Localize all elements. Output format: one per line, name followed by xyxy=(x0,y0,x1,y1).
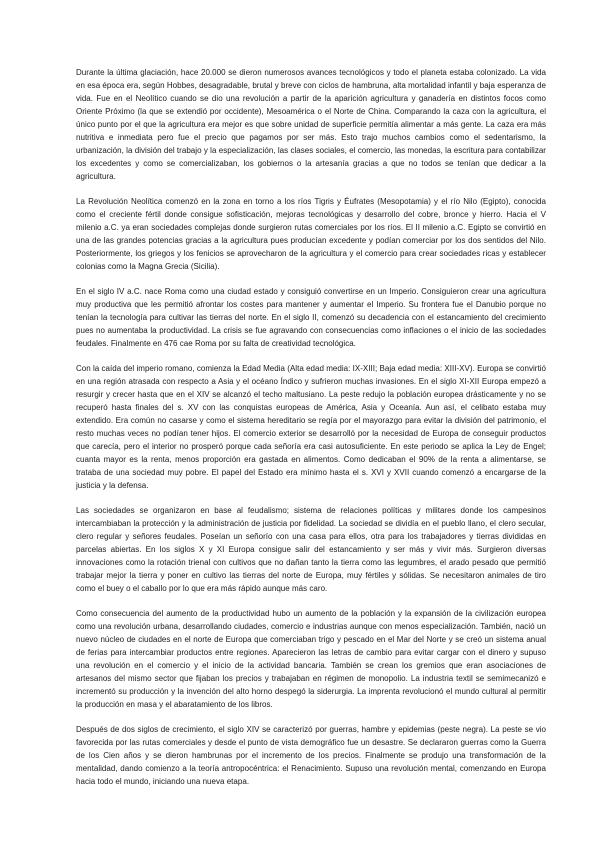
paragraph-fourteenth-century: Después de dos siglos de crecimiento, el siglo XIV se caracterizó por guerras, hambre y epidemias (peste negra). La peste se vio favorecida por las rutas comerciales y desde el punto de vista demográfico fue un desastre. Se declararon guerras como la Guerra de los Cien años y se dieron hambrunas por el incremento de los precios. Finalmente se produjo una transformación de la mentalidad, dando comienzo a la teoría antropocéntrica: el Renacimiento. Supuso una revolución mental, comenzando en Europa hacia todo el mundo, iniciando una nueva etapa. xyxy=(76,725,546,786)
paragraph-rome: En el siglo IV a.C. nace Roma como una ciudad estado y consiguió convertirse en un Imperio. Consiguieron crear una agricultura muy productiva que les permitió afrontar los costes para mantener y aumentar el Imperio. Su frontera fue el Danubio porque no tenían la tecnología para cultivar las tierras del norte. En el siglo II, comenzó su decadencia con el estancamiento del crecimiento pues no aumentaba la productividad. La crisis se fue agravando con consecuencias como inflaciones o el inicio de las sociedades feudales. Finalmente en 476 cae Roma por su falta de creatividad tecnológica. xyxy=(76,287,546,348)
paragraph-neolithic-revolution: La Revolución Neolítica comenzó en la zona en torno a los ríos Tigris y Éufrates (Mesopotamia) y el río Nilo (Egipto), conocida como el creciente fértil donde consigue sofisticación, mejoras tecnológicas y desarrollo del cobre, bronce y hierro. Hacia el V milenio a.C. ya eran sociedades complejas donde surgieron rutas comerciales por los ríos. El II milenio a.C. Egipto se convirtió en una de las grandes potencias gracias a la agricultura pues producían excedente y podían comerciar por los dos sentidos del Nilo. Posteriormente, los griegos y los fenicios se aprovecharon de la agricultura y el comercio para crear sociedades ricas y establecer colonias como la Magna Grecia (Sicilia). xyxy=(76,197,546,271)
paragraph-urban-revolution: Como consecuencia del aumento de la productividad hubo un aumento de la población y la expansión de la civilización europea como una revolución urbana, desarrollando ciudades, comercio e industrias aunque con menos especialización. También, nació un nuevo núcleo de ciudades en el norte de Europa que comerciaban trigo y pescado en el Mar del Norte y se creó un sistema anual de ferias para intercambiar productos entre regiones. Aparecieron las letras de cambio para evitar cargar con el dinero y supuso una revolución en el comercio y el inicio de la actividad bancaria. También se crean los gremios que eran asociaciones de artesanos del mismo sector que fijaban los precios y trabajaban en régimen de monopolio. La industria textil se semimecanizó e incrementó su producción y la invención del alto horno despegó la siderurgia. La imprenta revolucionó el mundo cultural al permitir la producción en masa y el abaratamiento de los libros. xyxy=(76,609,546,709)
paragraph-middle-ages: Con la caída del imperio romano, comienza la Edad Media (Alta edad media: IX-XIII; Baja edad media: XIII-XV). Europa se convirtió en una región atrasada con respecto a Asia y el océano Índico y sufrieron muchas invasiones. En el siglo XI-XII Europa empezó a resurgir y crecer hasta que en el XIV se alcanzó el techo maltusiano. La peste redujo la población europea drásticamente y no se recuperó hasta finales del s. XV con las conquistas europeas de América, Asia y Oceanía. Aun así, el celibato estaba muy extendido. Era común no casarse y como el sistema hereditario se regía por el mayorazgo para evitar la división del patrimonio, el resto muchas veces no podían tener hijos. El comercio exterior se desarrolló por la necesidad de Europa de conseguir productos que carecía, pero el interior no prosperó porque cada señoría era casi autosuficiente. En este periodo se aplica la Ley de Engel; cuanta mayor es la renta, menos proporción era gastada en alimentos. Como dedicaban el 90% de la renta a alimentarse, se trataba de una sociedad muy pobre. El papel del Estado era mínimo hasta el s. XVI y XVII cuando comenzó a encargarse de la justicia y la defensa. xyxy=(76,364,546,490)
paragraph-feudalism: Las sociedades se organizaron en base al feudalismo; sistema de relaciones políticas y militares donde los campesinos intercambiaban la protección y la administración de justicia por fidelidad. La sociedad se dividía en el pueblo llano, el clero secular, clero regular y señores feudales. Poseían un señorío con una casa para ellos, otra para los trabajadores y tierras divididas en parcelas abiertas. En los siglos X y XI Europa consigue salir del estancamiento y ser más y vivir más. Surgieron diversas innovaciones como la rotación trienal con cultivos que no dañan tanto la tierra como las legumbres, el arado pesado que permitió trabajar mejor la tierra y poner en cultivo las tierras del norte de Europa, muy fértiles y sólidas. Se necesitaron animales de tiro como el buey o el caballo por lo que era más rápido aunque más caro. xyxy=(76,506,546,593)
paragraph-last-glaciation: Durante la última glaciación, hace 20.000 se dieron numerosos avances tecnológicos y todo el planeta estaba colonizado. La vida en esa época era, según Hobbes, desagradable, brutal y breve con ciclos de hambruna, alta mortalidad infantil y baja esperanza de vida. Fue en el Neolítico cuando se dio una revolución a partir de la aparición agricultura y ganadería en distintos focos como Oriente Próximo (la que se extendió por occidente), Mesoamérica o el Norte de China. Comparando la caza con la agricultura, el único punto por el que la agricultura era mejor es que sobre unidad de superficie permitía alimentar a más gente. La caza era más nutritiva e inmediata pero fue el precio que pagamos por ser más. Esto trajo muchos cambios como el sedentarismo, la urbanización, la división del trabajo y la especialización, las clases sociales, el comercio, las monedas, la escritura para contabilizar los excedentes y como se comercializaban, los gobiernos o la artesanía gracias a que no todos se tenían que dedicar a la agricultura. xyxy=(76,68,546,181)
document-body xyxy=(76,66,546,800)
